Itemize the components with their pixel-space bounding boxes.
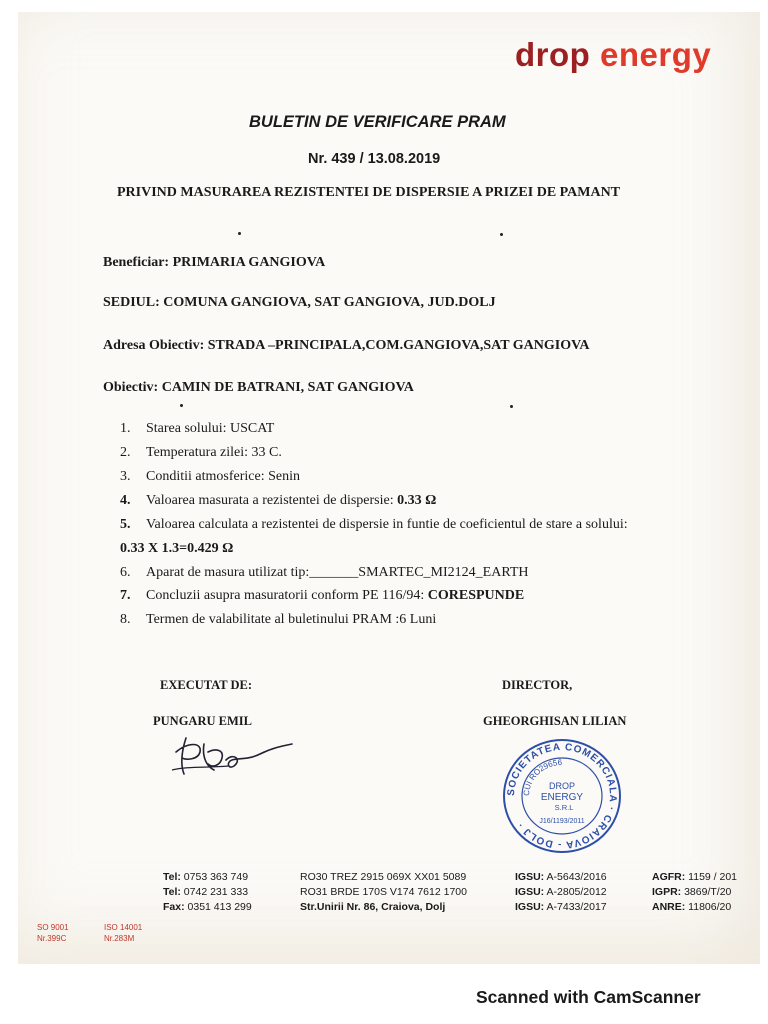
footer-label: RO31 BRDE (300, 886, 360, 898)
item-bold-value: 0.33 Ω (397, 493, 437, 508)
field-value: CAMIN DE BATRANI, SAT GANGIOVA (161, 380, 414, 395)
list-item (120, 541, 233, 557)
list-item (120, 469, 300, 485)
company-stamp (500, 737, 624, 855)
field-sediul (103, 295, 496, 311)
document-subtitle: PRIVIND MASURAREA REZISTENTEI DE DISPERSIE A PRIZEI DE PAMANT (117, 185, 621, 200)
item-text: Conditii atmosferice: Senin (146, 469, 300, 484)
list-item (120, 445, 282, 461)
footer-value: A-2805/2012 (544, 886, 607, 898)
stamp-center-3: S.R.L (554, 803, 574, 812)
item-text: Aparat de masura utilizat tip:_______SMARTEC_MI2124_EARTH (146, 565, 529, 580)
footer-licenses (652, 870, 737, 915)
item-number: 5. (120, 517, 131, 532)
item-bold-value: CORESPUNDE (427, 588, 525, 603)
field-label: Beneficiar: (103, 255, 170, 270)
footer-value: A-7433/2017 (544, 901, 607, 913)
footer-value: 1159 / 201 (685, 871, 738, 883)
field-value: PRIMARIA GANGIOVA (172, 255, 326, 270)
list-item (120, 493, 436, 509)
list-item (120, 612, 436, 628)
logo-word-drop: drop (515, 36, 591, 73)
executed-by-label: EXECUTAT DE: (160, 678, 253, 692)
item-number: 2. (120, 445, 131, 460)
stamp-inner-text: CUI RO29656 (521, 757, 563, 797)
item-bold-value: 0.33 X 1.3=0.429 Ω (120, 541, 234, 556)
item-text: Concluzii asupra masuratorii conform PE 116/94: (146, 588, 428, 603)
item-text: Starea solului: USCAT (146, 421, 275, 436)
iso-line: ISO 14001 (104, 923, 143, 932)
footer-value: 170S V174 7612 1700 (359, 886, 467, 898)
field-value: STRADA –PRINCIPALA,COM.GANGIOVA,SAT GANGIOVA (207, 338, 590, 353)
item-number: 6. (120, 565, 131, 580)
footer-value: 0753 363 749 (180, 871, 249, 883)
footer-bank (300, 870, 467, 915)
executor-name: PUNGARU EMIL (153, 714, 252, 728)
field-label: SEDIUL: (103, 295, 160, 310)
stamp-registration: J16/1193/2011 (539, 818, 585, 825)
iso-14001-badge (104, 922, 142, 944)
field-beneficiar (103, 255, 325, 271)
footer-label: ANRE: (652, 901, 686, 913)
item-number: 7. (120, 588, 131, 603)
scan-dot (180, 404, 183, 407)
footer-label: Tel: (163, 886, 181, 898)
iso-line: SO 9001 (37, 923, 69, 932)
scan-dot (510, 405, 513, 408)
stamp-center-2: ENERGY (540, 792, 584, 803)
footer-value: 2915 069X XX01 5089 (357, 871, 467, 883)
stamp-ring-text: SOCIETATEA COMERCIALA · CRAIOVA - DOLJ · (505, 741, 619, 851)
item-number: 8. (120, 612, 131, 627)
footer-value: 11806/20 (685, 901, 732, 913)
item-text: Valoarea masurata a rezistentei de dispersie: (146, 493, 398, 508)
company-logo (515, 36, 711, 74)
stamp-center-1: DROP (548, 781, 576, 791)
footer-label: IGSU: (515, 886, 545, 898)
footer-label: IGPR: (652, 886, 682, 898)
footer-label: AGFR: (652, 871, 686, 883)
item-text: Valoarea calculata a rezistentei de dispersie in funtie de coeficientul de stare a solului: (146, 517, 628, 532)
footer-value: 3869/T/20 (681, 886, 732, 898)
item-number: 3. (120, 469, 131, 484)
item-number: 1. (120, 421, 131, 436)
footer-label: RO30 TREZ (300, 871, 358, 883)
director-name: GHEORGHISAN LILIAN (483, 714, 627, 728)
scan-dot (500, 233, 503, 236)
item-text: Termen de valabilitate al buletinului PRAM :6 Luni (146, 612, 437, 627)
list-item (120, 565, 529, 581)
footer-address: Str.Unirii Nr. 86, Craiova, Dolj (300, 901, 446, 913)
footer-label: Fax: (163, 901, 185, 913)
item-number: 4. (120, 493, 131, 508)
footer-label: IGSU: (515, 901, 545, 913)
director-label: DIRECTOR, (502, 678, 573, 692)
list-item (120, 517, 628, 533)
footer-value: 0351 413 299 (184, 901, 252, 913)
handwritten-signature (168, 730, 298, 785)
footer-label: IGSU: (515, 871, 545, 883)
field-label: Obiectiv: (103, 380, 159, 395)
field-obiectiv (103, 380, 414, 396)
field-label: Adresa Obiectiv: (103, 338, 205, 353)
footer-value: A-5643/2016 (544, 871, 607, 883)
list-item (120, 588, 524, 604)
iso-line: Nr.399C (37, 934, 67, 943)
item-text: Temperatura zilei: 33 C. (146, 445, 282, 460)
field-adresa (103, 338, 590, 354)
list-item (120, 421, 274, 437)
logo-word-energy: energy (600, 36, 712, 73)
document-number: Nr. 439 / 13.08.2019 (308, 151, 441, 167)
footer-igsu (515, 870, 607, 915)
footer-value: 0742 231 333 (180, 886, 249, 898)
footer-contact (163, 870, 252, 915)
footer-label: Tel: (163, 871, 181, 883)
document-title: BULETIN DE VERIFICARE PRAM (249, 113, 506, 131)
field-value: COMUNA GANGIOVA, SAT GANGIOVA, JUD.DOLJ (163, 295, 496, 310)
iso-9001-badge (37, 922, 69, 944)
camscanner-watermark: Scanned with CamScanner (476, 987, 701, 1007)
scan-dot (238, 232, 241, 235)
iso-line: Nr.283M (104, 934, 135, 943)
